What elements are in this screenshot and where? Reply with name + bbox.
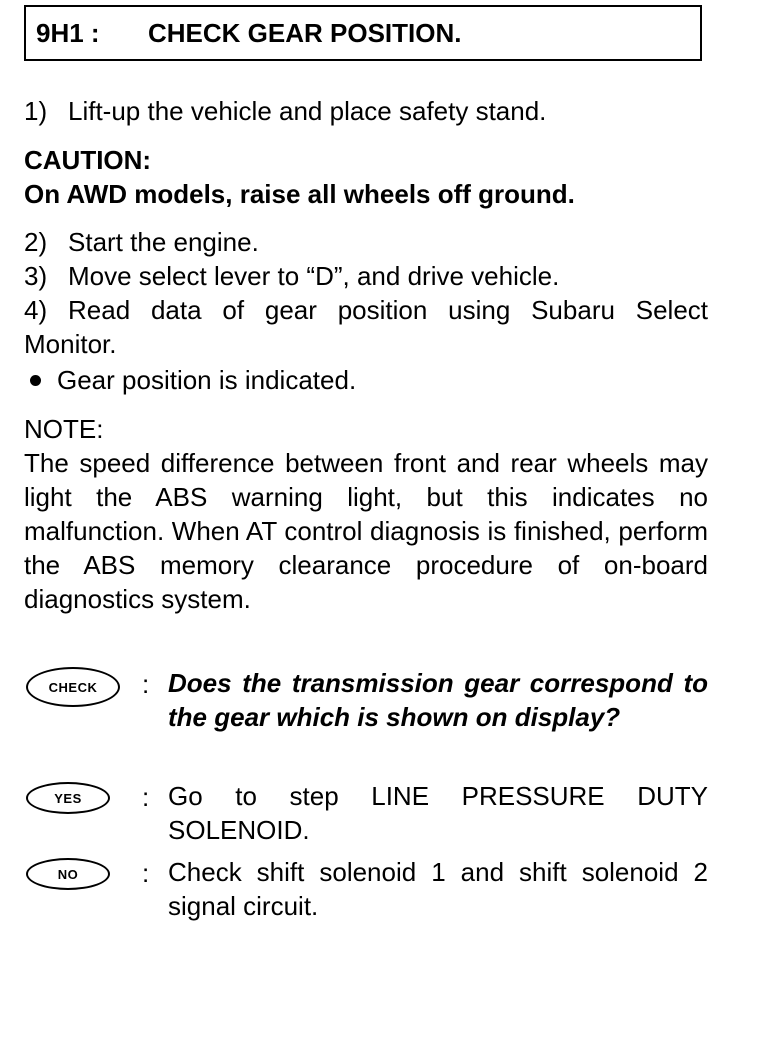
step-number: 2) — [24, 227, 48, 257]
step-number: 3) — [24, 261, 48, 291]
step-text: Read data of gear position using Subaru Select Monitor. — [24, 295, 708, 359]
note-text: The speed difference between front and rear wheels may light the ABS warning light, but this indicates no malfunction. When AT control diagnosis is finished, perform the ABS memory clearance procedure of on-board diagnostics system. — [24, 448, 708, 614]
section-code: 9H1 : — [36, 17, 100, 48]
caution-title: CAUTION: — [24, 145, 152, 175]
no-colon: : — [142, 858, 150, 888]
check-question: Does the transmission gear correspond to the gear which is shown on display? — [168, 668, 708, 732]
check-badge-icon — [26, 667, 120, 707]
no-badge-icon — [26, 858, 110, 890]
no-answer: Check shift solenoid 1 and shift solenoid 2 signal circuit. — [168, 857, 708, 921]
bullet-item — [24, 363, 708, 397]
bullet-text: Gear position is indicated. — [57, 365, 357, 395]
no-badge-label: NO — [57, 866, 79, 882]
step-text: Move select lever to “D”, and drive vehicle. — [68, 261, 560, 291]
note-title: NOTE: — [24, 414, 104, 444]
step-text: Lift-up the vehicle and place safety stand. — [68, 96, 547, 126]
check-colon: : — [142, 669, 150, 699]
bullet-dot-icon — [30, 375, 41, 386]
yes-answer: Go to step LINE PRESSURE DUTY SOLENOID. — [168, 781, 708, 845]
step-text: Start the engine. — [68, 227, 259, 257]
step-number: 4) — [24, 295, 48, 325]
yes-badge-icon — [26, 782, 110, 814]
check-badge-label: CHECK — [48, 679, 98, 695]
yes-badge-label: YES — [54, 790, 82, 806]
yes-colon: : — [142, 782, 150, 812]
section-header — [24, 5, 702, 61]
step-1 — [24, 94, 708, 128]
step-2 — [24, 225, 708, 259]
step-number: 1) — [24, 96, 48, 126]
section-title: CHECK GEAR POSITION. — [148, 17, 462, 48]
caution-text: On AWD models, raise all wheels off ground. — [24, 179, 575, 209]
step-4 — [24, 293, 708, 361]
step-3 — [24, 259, 708, 293]
